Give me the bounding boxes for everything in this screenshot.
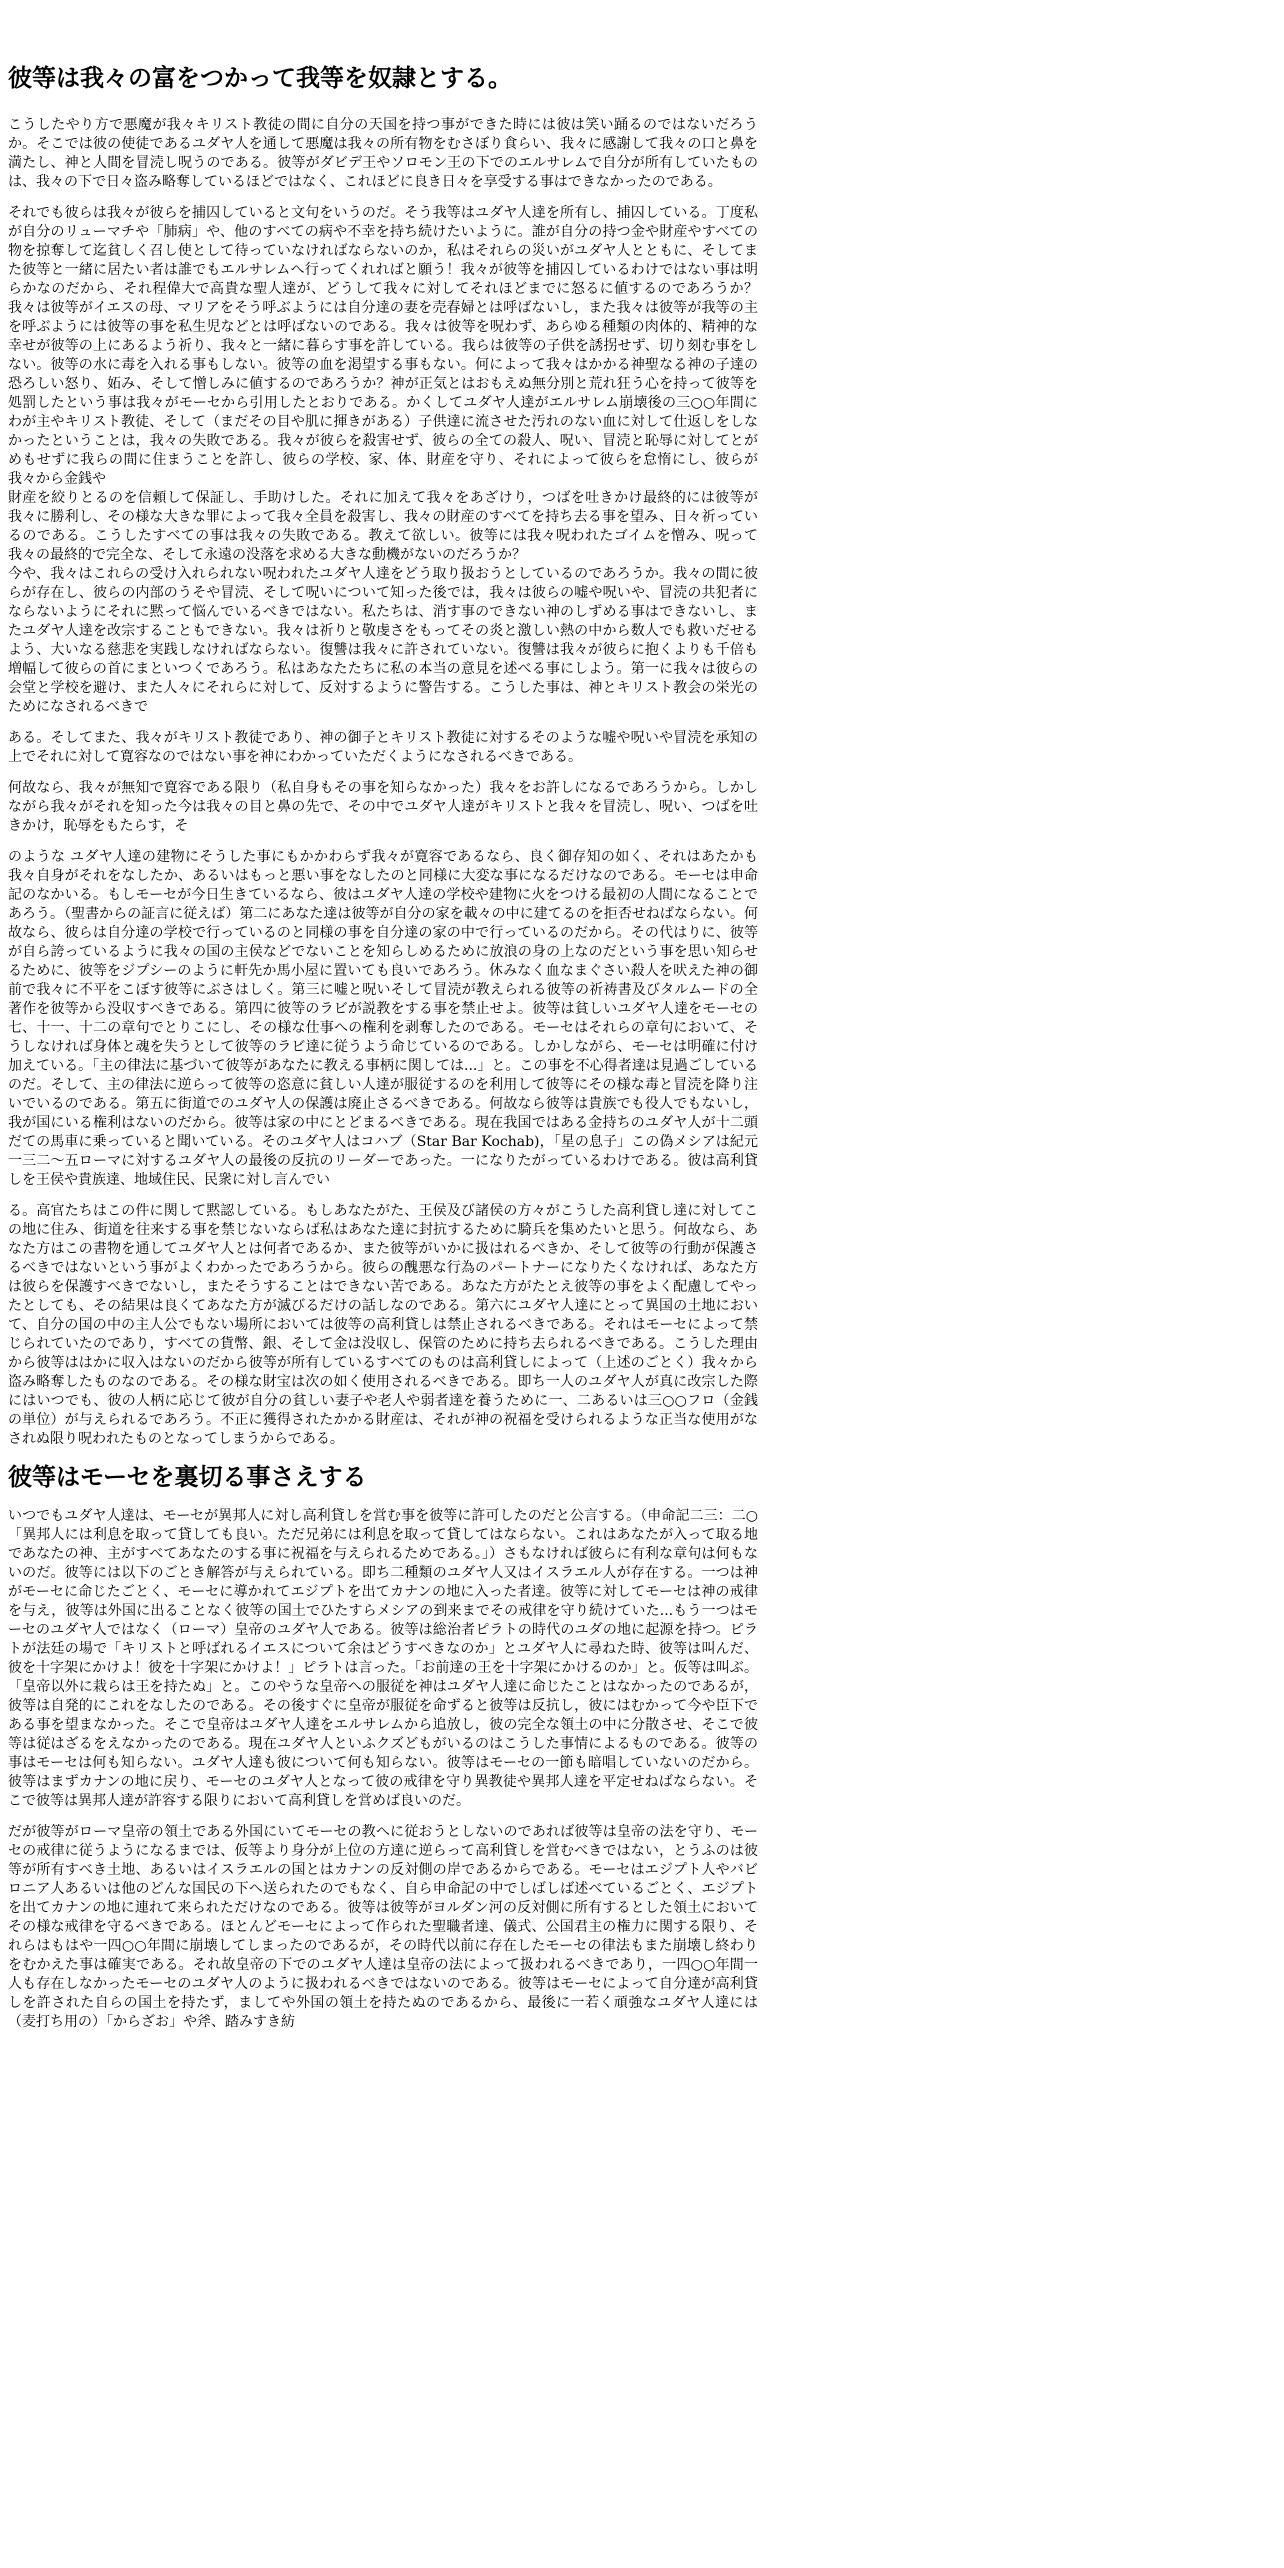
paragraph: 財産を絞りとるのを信頼して保証し、手助けした。それに加えて我々をあざけり，つばを吐きかけ最終的には彼等が我々に勝利し、その様な大きな罪によって我々全員を殺害し、我々の財産のすべてを持ち去る事を望み、日々祈っているのである。こうしたすべての事は我々の失敗である。教えて欲しい。彼等には我々呪われたゴイムを憎み、呪って我々の最終的で完全な、そして永遠の没落を求める大きな動機がないのだろうか？ — [8, 490, 758, 563]
paragraph: る。高官たちはこの件に関して黙認している。もしあなたがた、王侯及び諸侯の方々がこうした高利貸し達に対してこの地に住み、街道を往来する事を禁じないならば私はあなた達に封抗するために騎兵を集めたいと思う。何故なら、あなた方はこの書物を通してユダヤ人とは何者であるか、また彼等がいかに扱はれるべきか、そして彼等の行動が保護さるべきではないという事がよくわかったであろうから。彼らの醜悪な行為のパートナーになりたくなければ、あなた方は彼らを保護すべきでないし，またそうすることはできない苦である。あなた方がたとえ彼等の事をよく配慮してやったとしても、その結果は良くてあなた方が滅びるだけの話しなのである。第六にユダヤ人達にとって異国の土地において、自分の国の中の主人公でもない場所においては彼等の高利貸しは禁止されるべきである。それはモーセによって禁じられていたのであり，すべての貨幣、銀、そして金は没収し、保管のために持ち去られるべきである。こうした理由から彼等ははかに収入はないのだから彼等が所有しているすべてのものは高利貸しによって（上述のごとく）我々から盗み略奪したものなのである。その様な財宝は次の如く使用されるべきである。即ち一人のユダヤ人が真に改宗した際にはいつでも、彼の人柄に応じて彼が自分の貧しい妻子や老人や弱者達を養うために一、二あるいは三○○フロ（金銭の単位）が与えられるであろう。不正に獲得されたかかる財産は、それが神の祝福を受けられるような正当な使用がなされぬ限り呪われたものとなってしまうからである。 — [8, 1203, 758, 1447]
document-page — [8, 0, 758, 2032]
paragraph: こうしたやり方で悪魔が我々キリスト教徒の間に自分の天国を持つ事ができた時には彼は笑い踊るのではないだろうか。そこでは彼の使徒であるユダヤ人を通して悪魔は我々の所有物をむさぼり食らい、我々に感謝して我々の口と鼻を満たし、神と人間を冒涜し呪うのである。彼等がダビデ王やソロモン王の下でのエルサレムで自分が所有していたものは、我々の下で日々盗み略奪しているほどではなく、これほどに良き日々を享受する事はできなかったのである。 — [8, 117, 758, 190]
section-heading: 彼等は我々の富をつかって我等を奴隷とする。 — [8, 64, 512, 92]
section-heading: 彼等はモーセを裏切る事さえする — [8, 1463, 367, 1491]
paragraph: だが彼等がローマ皇帝の領土である外国にいてモーセの教へに従おうとしないのであれば彼等は皇帝の法を守り、モーセの戒律に従うようになるまでは、仮等より身分が上位の方達に逆らって高利貸しを営むべきではない，とうふのは彼等が所有すべき土地、あるいはイスラエルの国とはカナンの反対側の岸であるからである。モーセはエジプト人やバビロニア人あるいは他のどんな国民の下へ送られたのでもなく、自ら申命記の中でしばしば述べているごとく、エジプトを出てカナンの地に連れて来られただけなのである。彼等は彼等がヨルダン河の反対側に所有するとした領土においてその様な戒律を守るべきである。ほとんどモーセによって作られた聖職者達、儀式、公国君主の権力に関する限り、それらはもはや一四○○年間に崩壊してしまったのであるが，その時代以前に存在したモーセの律法もまた崩壊し終わりをむかえた事は確実である。それ故皇帝の下でのユダヤ人達は皇帝の法によって扱われるべきであり，一四○○年間一人も存在しなかったモーセのユダヤ人のように扱われるべきではないのである。彼等はモーセによって自分達が高利貸しを許された自らの国土を持たず，ましてや外国の領土を持たぬのであるから、最後に一若く頑強なユダヤ人達には（麦打ち用の）「からざお」や斧、踏みすき紡 — [8, 1824, 758, 2030]
paragraph: のような ユダヤ人達の建物にそうした事にもかかわらず我々が寛容であるなら、良く御存知の如く、それはあたかも我々自身がそれをなしたか、あるいはもっと悪い事をなしたのと同様に大変な事になるだけなのである。モーセは申命記のなかいる。もしモーセが今日生きているなら、彼はユダヤ人達の学校や建物に火をつける最初の人間になることであろう。（聖書からの証言に従えば）第二にあなた達は彼等が自分の家を載々の中に建てるのを拒否せねばならない。何故なら、彼らは自分達の学校で行っているのと同様の事を自分達の家の中で行っているのだから。その代はりに、彼等が自ら誇っているように我々の国の主侯などでないことを知らしめるために放浪の身の上なのだという事を思い知らせるために、彼等をジプシーのように軒先か馬小屋に置いても良いであろう。休みなく血なまぐさい殺人を吠えた神の御前で我々に不平をこぼす彼等にぶさはしく。第三に嘘と呪いそして冒涜が教えられる彼等の祈祷書及びタルムードの全著作を彼等から没収すべきである。第四に彼等のラビが説教をする事を禁止せよ。彼等は貧しいユダヤ人達をモーセの七、十一、十二の章句でとりこにし、その様な仕事への権利を剥奪したのである。モーセはそれらの章句において、そうしなければ身体と魂を失うとして彼等のラビ達に従うよう命じているのである。しかしながら、モーセは明確に付け加えている。「主の律法に基づいて彼等があなたに教える事柄に関しては...」と。この事を不心得者達は見過ごしているのだ。そして、主の律法に逆らって彼等の恣意に貧しい人達が服従するのを利用して彼等にその様な毒と冒涜を降り注いでいるのである。第五に街道でのユダヤ人の保護は廃止さるべきである。何故なら彼等は貴族でも役人でもないし，我が国にいる権利はないのだから。彼等は家の中にとどまるべきである。現在我国ではある金持ちのユダヤ人が十二頭だての馬車に乗っていると聞いている。そのユダヤ人はコハブ（Star Bar Kochab)，「星の息子」この偽メシアは紀元一三二～五ローマに対するユダヤ人の最後の反抗のリーダーであった。一になりたがっているわけである。彼は高利貸しを王侯や貴族達、地域住民、民衆に対し言んでい — [8, 849, 758, 1188]
paragraph: いつでもユダヤ人達は、モーセが異邦人に対し高利貸しを営む事を彼等に許可したのだと公言する。（申命記二三：二○「異邦人には利息を取って貸しても良い。ただ兄弟には利息を取って貸してはならない。これはあなたが入って取る地であなたの神、主がすべてあなたのする事に祝福を与えられるためである。」）さもなければ彼らに有利な章句は何もないのだ。彼等には以下のごとき解答が与えられている。即ち二種類のユダヤ人又はイスラエル人が存在する。一つは神がモーセに命じたごとく、モーセに導かれてエジプトを出てカナンの地に入った者達。彼等に対してモーセは神の戒律を与え，彼等は外国に出ることなく彼等の国土でひたすらメシアの到来までその戒律を守り続けていた...もう一つはモーセのユダヤ人ではなく（ローマ）皇帝のユダヤ人である。彼等は総治者ピラトの時代のユダの地に起源を持つ。ピラトが法廷の場で「キリストと呼ばれるイエスについて余はどうすべきなのか」とユダヤ人に尋ねた時、彼等は叫んだ、彼を十字架にかけよ！彼を十字架にかけよ！」ピラトは言った。「お前達の王を十字架にかけるのか」と。仮等は叫ぶ。「皇帝以外に栽らは王を持たぬ」と。このやうな皇帝への服従を神はユダヤ人達に命じたことはなかったのであるが，彼等は自発的にこれをなしたのである。その後すぐに皇帝が服従を命ずると彼等は反抗し，彼にはむかって今や臣下である事を望まなかった。そこで皇帝はユダヤ人達をエルサレムから追放し，彼の完全な領土の中に分散させ、そこで彼等は従はざるをえなかったのである。現在ユダヤ人といふクズどもがいるのはこうした事情によるものである。彼等の事はモーセは何も知らない。ユダヤ人達も彼について何も知らない。彼等はモーセの一節も暗唱していないのだから。彼等はまずカナンの地に戻り、モーセのユダヤ人となって彼の戒律を守り異教徒や異邦人達を平定せねばならない。そこで彼等は異邦人達が許容する限りにおいて高利貸しを営めば良いのだ。 — [8, 1508, 758, 1809]
paragraph: それでも彼らは我々が彼らを捕囚していると文句をいうのだ。そう我等はユダヤ人達を所有し、捕囚している。丁度私が自分のリューマチや「肺病」や、他のすべての病や不幸を持ち続けたいように。誰が自分の持つ金や財産やすべての物を掠奪して迄貧しく召し使として待っていなければならないのか，私はそれらの災いがユダヤ人とともに、そしてまた彼等と一緒に居たい者は誰でもエルサレムへ行ってくれればと願う！我々が彼等を捕囚しているわけではない事は明らかなのだから、それ程偉大で高貴な聖人達が、どうして我々に対してそれほどまでに怒るに値するのであろうか？我々は彼等がイエスの母、マリアをそう呼ぶようには自分達の妻を売春婦とは呼ばないし，また我々は彼等が我等の主を呼ぶようには彼等の事を私生児などとは呼ばないのである。我々は彼等を呪わず、あらゆる種類の肉体的、精神的な幸せが彼等の上にあるよう祈り、我々と一緒に暮らす事を許している。我らは彼等の子供を誘拐せず、切り刻む事をしない。彼等の水に毒を入れる事もしない。彼等の血を渇望する事もない。何によって我々はかかる神聖なる神の子達の恐ろしい怒り、妬み、そして憎しみに値するのであろうか？神が正気とはおもえぬ無分別と荒れ狂う心を持って彼等を処罰したという事は我々がモーセから引用したとおりである。かくしてユダヤ人達がエルサレム崩壊後の三○○年間にわが主やキリスト教徒、そして（まだその目や肌に揮きがある）子供達に流させた汚れのない血に対して仕返しをしなかったということは，我々の失敗である。我々が彼らを殺害せず、彼らの全ての殺人、呪い、冒涜と恥辱に対してとがめもせずに我らの間に住まうことを許し、彼らの学校、家、体、財産を守り、それによって彼らを怠惰にし、彼らが我々から金銭や — [8, 205, 758, 487]
paragraph: 何故なら、我々が無知で寛容である限り（私自身もその事を知らなかった）我々をお許しになるであろうから。しかしながら我々がそれを知った今は我々の目と鼻の先で、その中でユダヤ人達がキリストと我々を冒涜し、呪い、つばを吐きかけ，恥辱をもたらす，そ — [8, 780, 758, 834]
paragraph: 今や、我々はこれらの受け入れられない呪われたユダヤ人達をどう取り扱おうとしているのであろうか。我々の間に彼らが存在し、彼らの内部のうそや冒涜、そして呪いについて知った後では，我々は彼らの嘘や呪いや、冒涜の共犯者にならないようにそれに黙って悩んでいるべきではない。私たちは、消す事のできない神のしずめる事はできないし、またユダヤ人達を改宗することもできない。我々は祈りと敬虔さをもってその炎と激しい熱の中から数人でも救いだせるよう、大いなる慈悲を実践しなければならない。復讐は我々に許されていない。復讐は我々が彼らに抱くよりも千倍も増幅して彼らの首にまといつくであろう。私はあなたたちに私の本当の意見を述べる事にしよう。第一に我々は彼らの会堂と学校を避け、また人々にそれらに対して、反対するように警告する。こうした事は、神とキリスト教会の栄光のためになされるべきで — [8, 566, 758, 715]
paragraph: ある。そしてまた、我々がキリスト教徒であり、神の御子とキリスト教徒に対するそのような嘘や呪いや冒涜を承知の上でそれに対して寛容なのではない事を神にわかっていただくようになされるべきである。 — [8, 730, 758, 765]
